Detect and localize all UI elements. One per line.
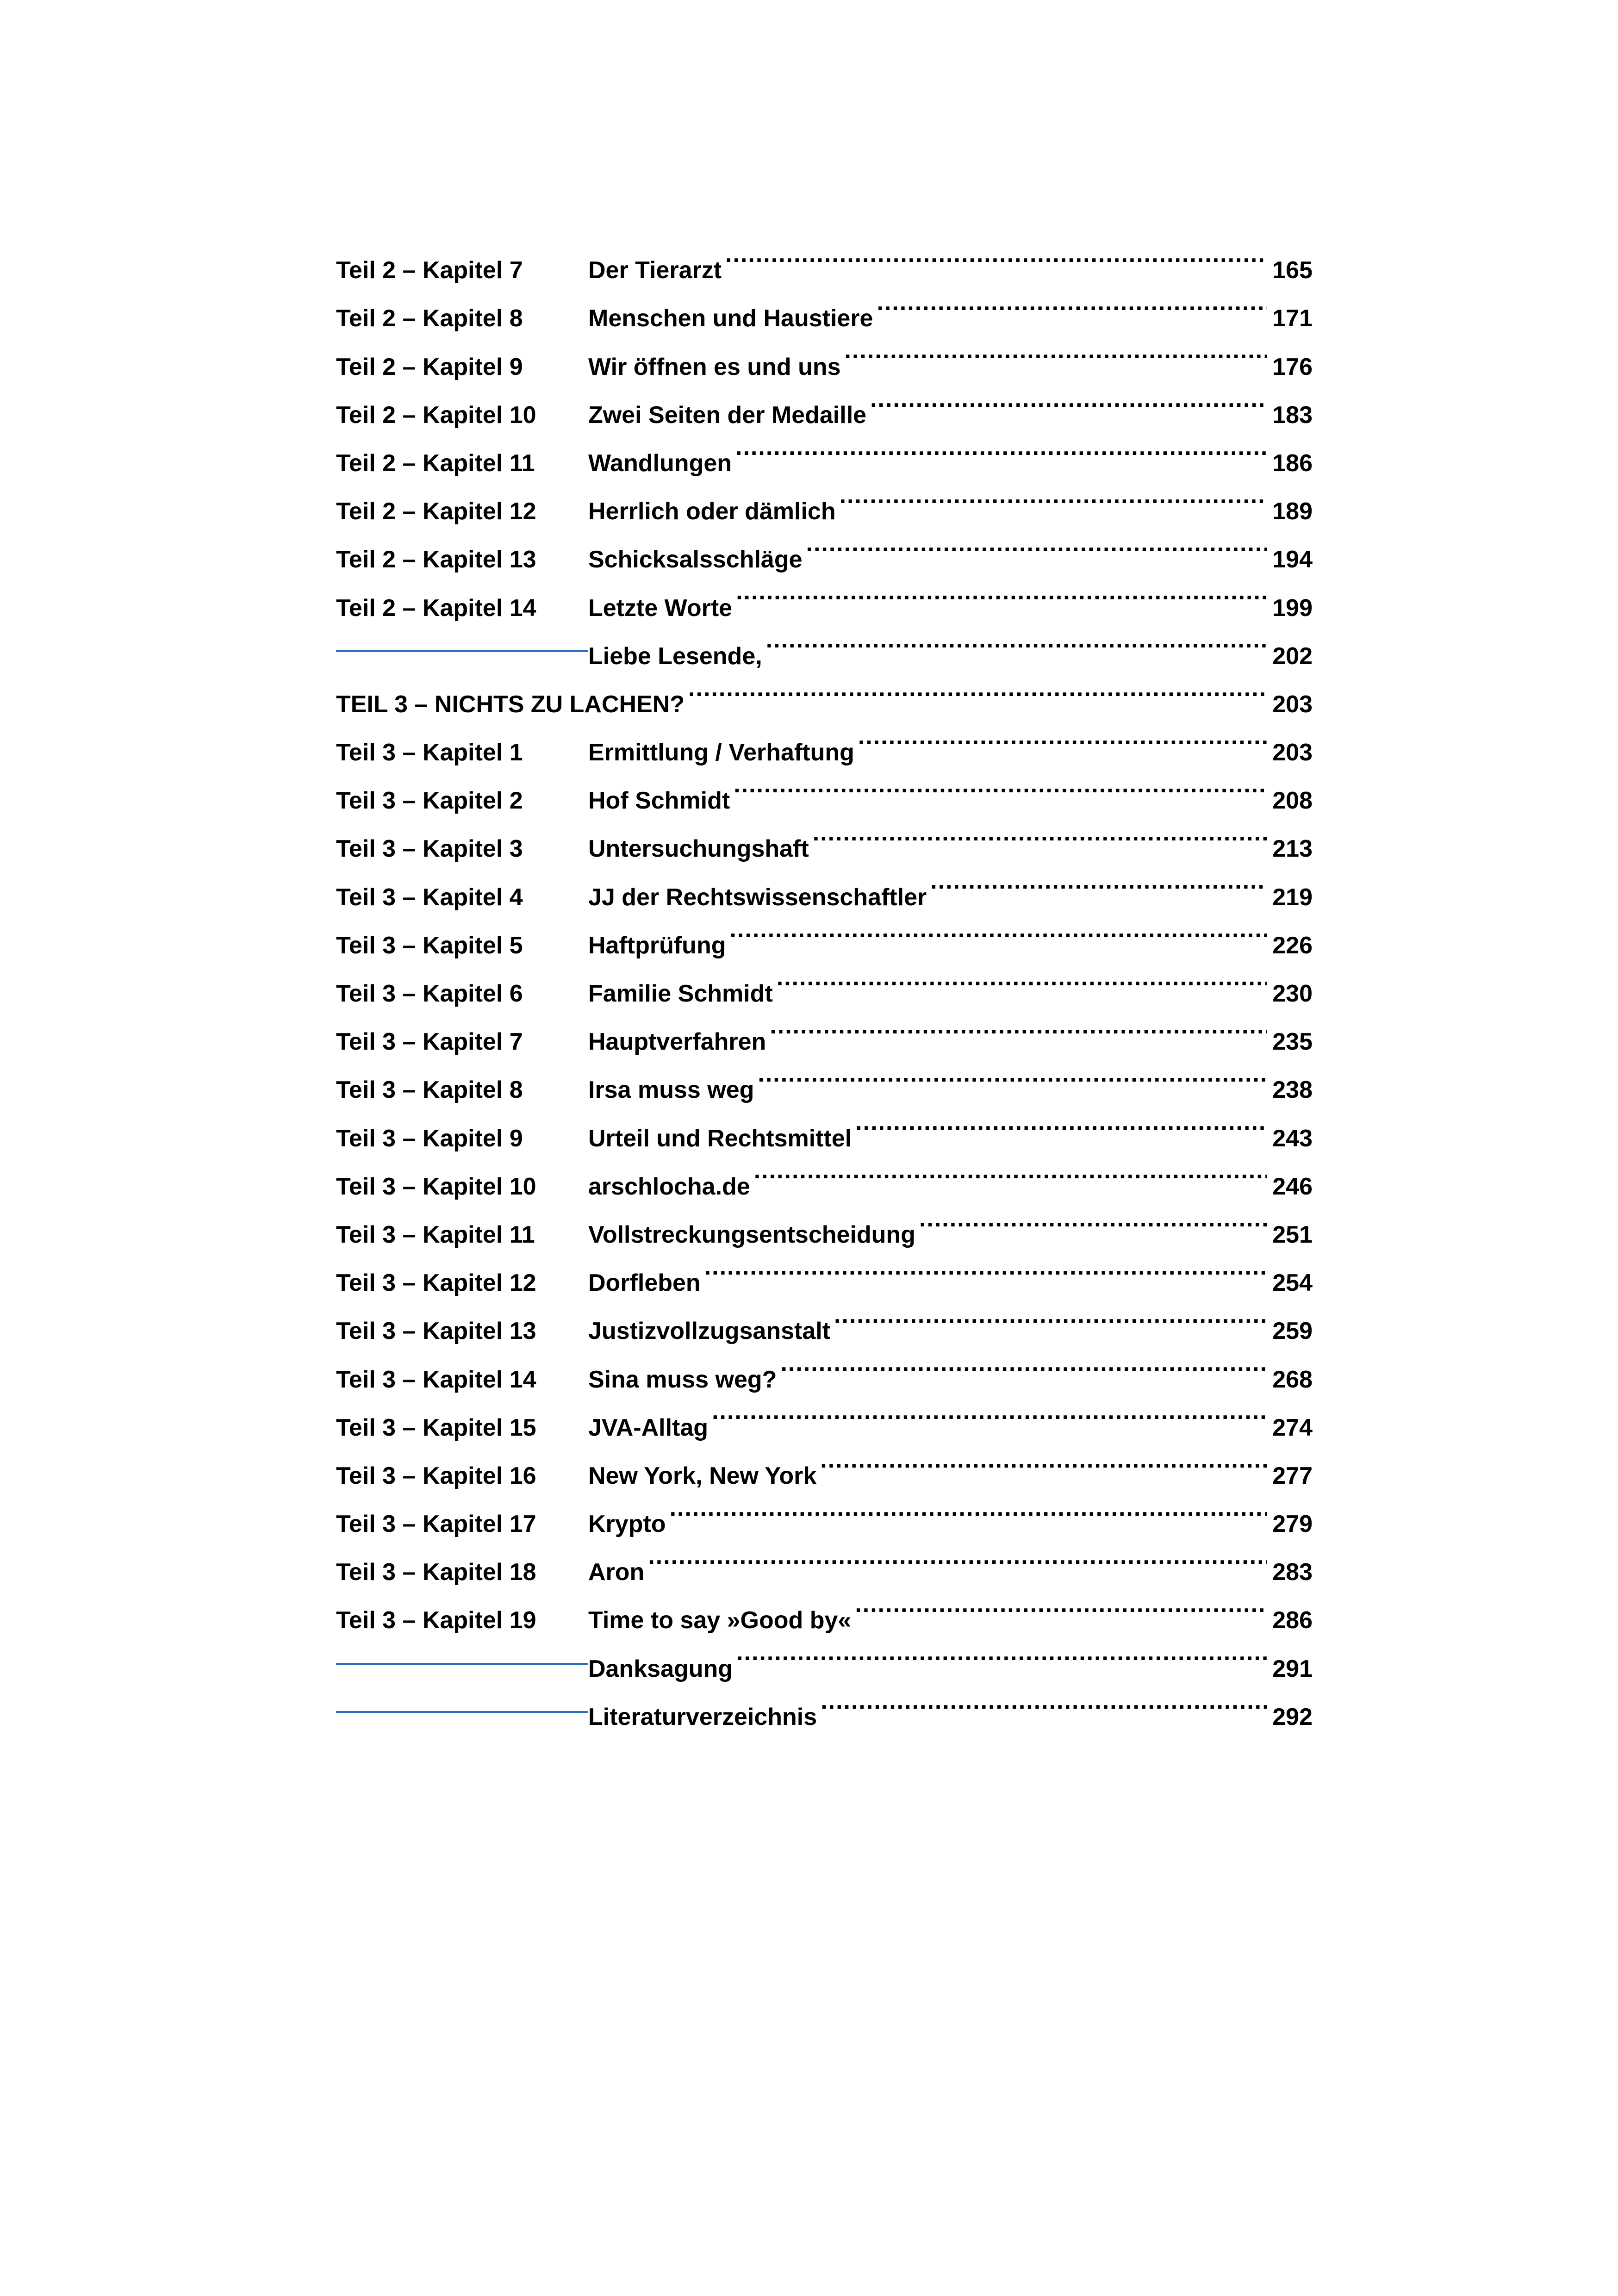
toc-label: Teil 3 – Kapitel 16 [336, 1462, 536, 1489]
toc-label: Teil 3 – Kapitel 6 [336, 980, 523, 1007]
toc-dot-leader [855, 1580, 1267, 1628]
toc-label: Teil 2 – Kapitel 9 [336, 353, 523, 380]
toc-page-number: 208 [1272, 787, 1313, 815]
toc-page-number: 194 [1272, 546, 1313, 573]
toc-dot-leader [870, 375, 1267, 423]
toc-dot-leader [840, 471, 1267, 519]
toc-title: Menschen und Haustiere [588, 305, 873, 332]
toc-page-number: 203 [1272, 739, 1313, 766]
toc-page-number: 286 [1272, 1607, 1313, 1634]
toc-dot-leader [834, 1291, 1267, 1339]
toc-dot-leader [813, 809, 1267, 857]
toc-label: Teil 2 – Kapitel 10 [336, 401, 536, 429]
toc-page-number: 219 [1272, 884, 1313, 911]
toc-dot-leader [670, 1484, 1267, 1532]
toc-page-number: 292 [1272, 1703, 1313, 1730]
toc-dot-leader [704, 1243, 1267, 1291]
toc-dot-leader [821, 1677, 1267, 1725]
toc-dot-leader [688, 664, 1267, 712]
toc-title: Literaturverzeichnis [588, 1703, 817, 1730]
toc-dot-leader [820, 1436, 1267, 1484]
toc-dot-leader [777, 953, 1267, 1002]
toc-page-number: 279 [1272, 1511, 1313, 1538]
toc-dot-leader [729, 905, 1267, 953]
toc-page-number: 165 [1272, 257, 1313, 284]
toc-title: arschlocha.de [588, 1173, 750, 1200]
toc-label: Teil 3 – Kapitel 19 [336, 1607, 536, 1634]
toc-title: Wandlungen [588, 449, 732, 477]
toc-title: JJ der Rechtswissenschaftler [588, 884, 927, 911]
toc-page-number: 171 [1272, 305, 1313, 332]
toc-part-heading[interactable] [336, 664, 1313, 718]
toc-page-number: 203 [1272, 691, 1313, 718]
toc-title: Familie Schmidt [588, 980, 773, 1007]
toc-page-number: 230 [1272, 980, 1313, 1007]
toc-title: Urteil und Rechtsmittel [588, 1125, 852, 1152]
toc-dot-leader [770, 1002, 1267, 1050]
toc-title: Aron [588, 1559, 645, 1586]
toc-title: Herrlich oder dämlich [588, 498, 836, 525]
toc-page-number: 176 [1272, 353, 1313, 380]
toc-dot-leader [736, 1628, 1267, 1676]
toc-label: Teil 3 – Kapitel 4 [336, 884, 523, 911]
toc-title: Zwei Seiten der Medaille [588, 401, 867, 429]
toc-title: Hof Schmidt [588, 787, 730, 815]
toc-page-number: 238 [1272, 1076, 1313, 1104]
toc-dot-leader [919, 1195, 1267, 1243]
toc-label: Teil 2 – Kapitel 8 [336, 305, 523, 332]
toc-label: Teil 3 – Kapitel 10 [336, 1173, 536, 1200]
toc-page-number: 274 [1272, 1414, 1313, 1441]
toc-label: Teil 3 – Kapitel 17 [336, 1511, 536, 1538]
toc-page-number: 186 [1272, 449, 1313, 477]
toc-label: Teil 2 – Kapitel 11 [336, 449, 535, 477]
toc-dot-leader [877, 278, 1267, 326]
toc-page-number: 202 [1272, 642, 1313, 670]
toc-dot-leader [780, 1339, 1267, 1387]
toc-page-number: 277 [1272, 1462, 1313, 1489]
toc-title: Letzte Worte [588, 594, 733, 622]
toc-dot-leader [845, 326, 1267, 374]
toc-label: Teil 3 – Kapitel 12 [336, 1269, 536, 1297]
toc-label-placeholder [336, 1661, 588, 1665]
toc-page-number: 183 [1272, 401, 1313, 429]
toc-title: Justizvollzugsanstalt [588, 1318, 830, 1345]
toc-page-number: 259 [1272, 1318, 1313, 1345]
toc-title: Krypto [588, 1511, 666, 1538]
toc-dot-leader [735, 423, 1267, 471]
toc-label: Teil 2 – Kapitel 14 [336, 594, 536, 622]
toc-page-number: 189 [1272, 498, 1313, 525]
table-of-contents [336, 230, 1313, 1730]
toc-label: Teil 3 – Kapitel 2 [336, 787, 523, 815]
toc-title: TEIL 3 – NICHTS ZU LACHEN? [336, 691, 685, 718]
toc-title: Sina muss weg? [588, 1366, 777, 1393]
toc-label: Teil 3 – Kapitel 1 [336, 739, 523, 766]
toc-dot-leader [806, 519, 1267, 567]
toc-label: Teil 3 – Kapitel 13 [336, 1318, 536, 1345]
toc-title: Schicksalsschläge [588, 546, 803, 573]
toc-label: Teil 3 – Kapitel 11 [336, 1221, 535, 1248]
toc-label-placeholder [336, 1709, 588, 1713]
toc-page-number: 254 [1272, 1269, 1313, 1297]
toc-title: New York, New York [588, 1462, 817, 1489]
toc-label: Teil 2 – Kapitel 7 [336, 257, 523, 284]
toc-title: Dorfleben [588, 1269, 701, 1297]
toc-title: Ermittlung / Verhaftung [588, 739, 854, 766]
toc-page-number: 291 [1272, 1655, 1313, 1682]
toc-page-number: 283 [1272, 1559, 1313, 1586]
toc-title: Liebe Lesende, [588, 642, 762, 670]
toc-title: Hauptverfahren [588, 1028, 766, 1056]
toc-page-number: 268 [1272, 1366, 1313, 1393]
toc-label: Teil 3 – Kapitel 5 [336, 932, 523, 959]
toc-title: Danksagung [588, 1655, 733, 1682]
toc-dot-leader [712, 1388, 1267, 1436]
toc-title: Time to say »Good by« [588, 1607, 852, 1634]
toc-label: Teil 3 – Kapitel 7 [336, 1028, 523, 1056]
toc-title: Irsa muss weg [588, 1076, 754, 1104]
toc-page-number: 251 [1272, 1221, 1313, 1248]
toc-label: Teil 3 – Kapitel 8 [336, 1076, 523, 1104]
toc-dot-leader [734, 760, 1267, 809]
toc-dot-leader [855, 1098, 1267, 1146]
toc-label: Teil 3 – Kapitel 14 [336, 1366, 536, 1393]
toc-dot-leader [754, 1146, 1267, 1195]
toc-label-placeholder [336, 648, 588, 652]
toc-label: Teil 3 – Kapitel 18 [336, 1559, 536, 1586]
toc-label: Teil 2 – Kapitel 12 [336, 498, 536, 525]
toc-page-number: 243 [1272, 1125, 1313, 1152]
toc-entry[interactable] [336, 230, 1313, 284]
toc-label: Teil 3 – Kapitel 15 [336, 1414, 536, 1441]
toc-dot-leader [766, 616, 1267, 664]
toc-dot-leader [736, 567, 1267, 616]
toc-dot-leader [930, 857, 1267, 905]
toc-dot-leader [758, 1050, 1267, 1098]
toc-label: Teil 3 – Kapitel 9 [336, 1125, 523, 1152]
toc-title: Untersuchungshaft [588, 835, 809, 863]
toc-label: Teil 2 – Kapitel 13 [336, 546, 536, 573]
toc-title: Der Tierarzt [588, 257, 722, 284]
toc-dot-leader [725, 230, 1267, 278]
toc-title: Vollstreckungsentscheidung [588, 1221, 915, 1248]
toc-label: Teil 3 – Kapitel 3 [336, 835, 523, 863]
toc-page-number: 235 [1272, 1028, 1313, 1056]
toc-title: Wir öffnen es und uns [588, 353, 841, 380]
toc-page-number: 226 [1272, 932, 1313, 959]
toc-page-number: 213 [1272, 835, 1313, 863]
toc-dot-leader [858, 712, 1267, 760]
toc-page-number: 246 [1272, 1173, 1313, 1200]
toc-dot-leader [648, 1532, 1267, 1580]
toc-entry[interactable] [336, 1677, 1313, 1730]
toc-title: JVA-Alltag [588, 1414, 709, 1441]
toc-page-number: 199 [1272, 594, 1313, 622]
toc-title: Haftprüfung [588, 932, 726, 959]
